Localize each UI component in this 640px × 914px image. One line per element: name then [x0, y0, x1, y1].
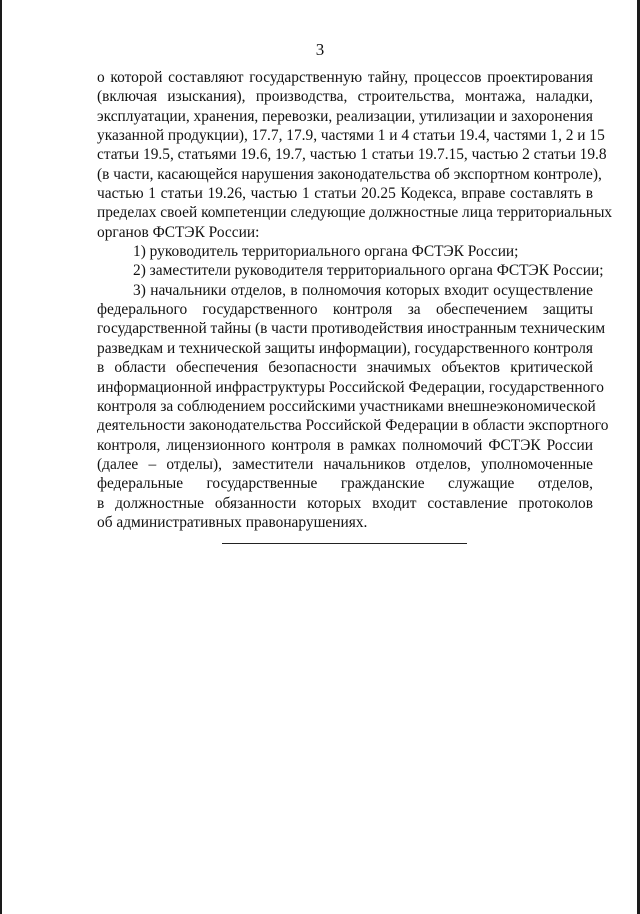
text-line: федеральные государственные гражданские служащие отделов, [97, 475, 593, 493]
text-line: федерального государственного контроля за обеспечением защиты [97, 301, 593, 319]
text-line: 2) заместители руководителя территориального органа ФСТЭК России; [133, 262, 604, 280]
closing-divider-line [222, 543, 467, 544]
text-line: (далее – отделы), заместители начальников отделов, уполномоченные [97, 455, 593, 473]
text-line: (включая изыскания), производства, строительства, монтажа, наладки, [97, 88, 593, 106]
text-line: об административных правонарушениях. [97, 513, 368, 531]
text-line: контроля, лицензионного контроля в рамках полномочий ФСТЭК России [97, 436, 593, 454]
list-item-2 [97, 261, 604, 280]
text-line: деятельности законодательства Российской Федерации в области экспортного [97, 417, 609, 435]
text-line: разведкам и технической защиты информации), государственного контроля [97, 339, 593, 357]
page-number: 3 [315, 40, 325, 59]
text-line: 1) руководитель территориального органа ФСТЭК России; [133, 243, 519, 261]
list-item-1 [97, 242, 593, 261]
text-line: частью 1 статьи 19.26, частью 1 статьи 20.25 Кодекса, вправе составлять в [97, 185, 593, 203]
text-line: статьи 19.5, статьями 19.6, 19.7, частью 1 статьи 19.7.15, частью 2 статьи 19.8 [97, 146, 607, 164]
text-line: указанной продукции), 17.7, 17.9, частями 1 и 4 статьи 19.4, частями 1, 2 и 15 [97, 127, 605, 145]
list-item-3 [97, 281, 609, 532]
text-line: государственной тайны (в части противодействия иностранным техническим [97, 320, 606, 338]
page-edge-left [0, 0, 2, 914]
text-line: пределах своей компетенции следующие должностные лица территориальных [97, 204, 613, 222]
text-line: информационной инфраструктуры Российской Федерации, государственного [97, 378, 604, 396]
text-line: 3) начальники отделов, в полномочия которых входит осуществление [133, 281, 593, 299]
text-line: о которой составляют государственную тайну, процессов проектирования [97, 69, 593, 86]
text-line: органов ФСТЭК России: [97, 223, 260, 241]
text-line: в области обеспечения безопасности значимых объектов критической [97, 359, 593, 377]
document-body [97, 68, 613, 532]
text-line: контроля за соблюдением российскими участниками внешнеэкономической [97, 397, 596, 415]
paragraph-continuation [97, 68, 613, 242]
text-line: в должностные обязанности которых входит составление протоколов [97, 494, 593, 512]
text-line: эксплуатации, хранения, перевозки, реализации, утилизации и захоронения [97, 107, 593, 125]
text-line: (в части, касающейся нарушения законодательства об экспортном контроле), [97, 165, 602, 183]
